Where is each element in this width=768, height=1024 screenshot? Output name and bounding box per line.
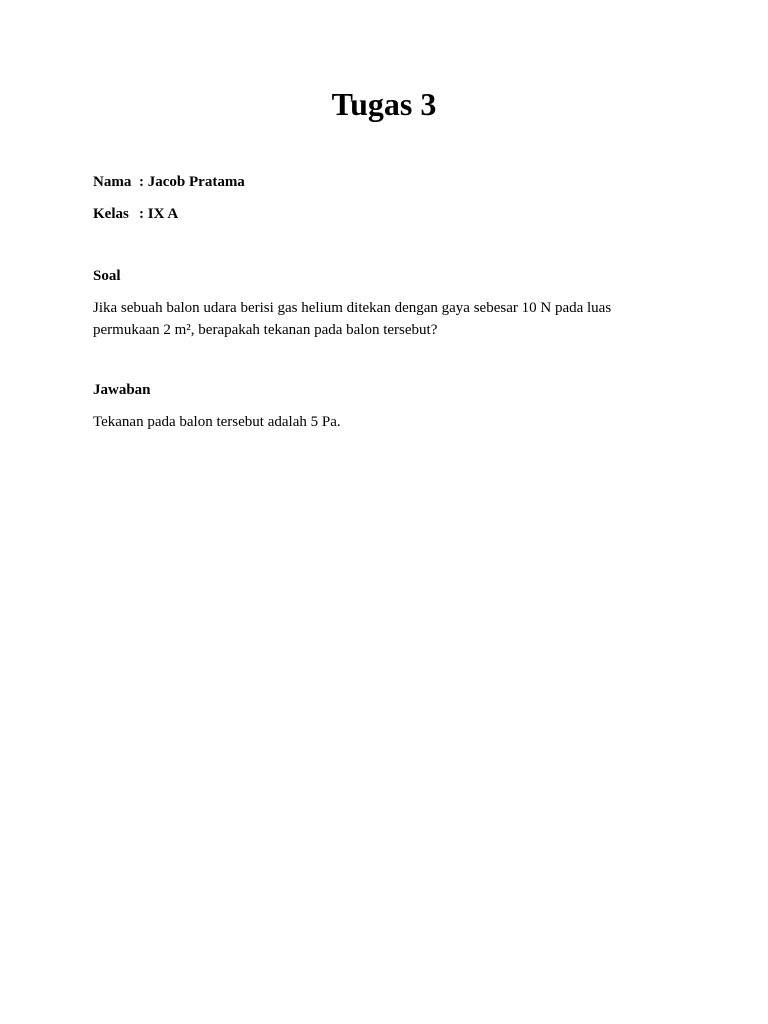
soal-heading: Soal [93, 268, 121, 284]
nama-value: Jacob Pratama [147, 174, 245, 190]
kelas-field [93, 204, 178, 224]
document-title: Tugas 3 [331, 86, 437, 122]
kelas-value: IX A [147, 206, 179, 222]
nama-separator: : [139, 174, 144, 190]
nama-field [93, 172, 245, 192]
kelas-label: Kelas [93, 206, 129, 222]
nama-label: Nama [93, 174, 132, 190]
kelas-separator: : [139, 206, 144, 222]
jawaban-text: Tekanan pada balon tersebut adalah 5 Pa. [93, 414, 341, 430]
soal-text: Jika sebuah balon udara berisi gas helium ditekan dengan gaya sebesar 10 N pada luas permukaan 2 m², berapakah tekanan pada balon tersebut? [93, 300, 612, 338]
jawaban-heading: Jawaban [93, 382, 151, 398]
